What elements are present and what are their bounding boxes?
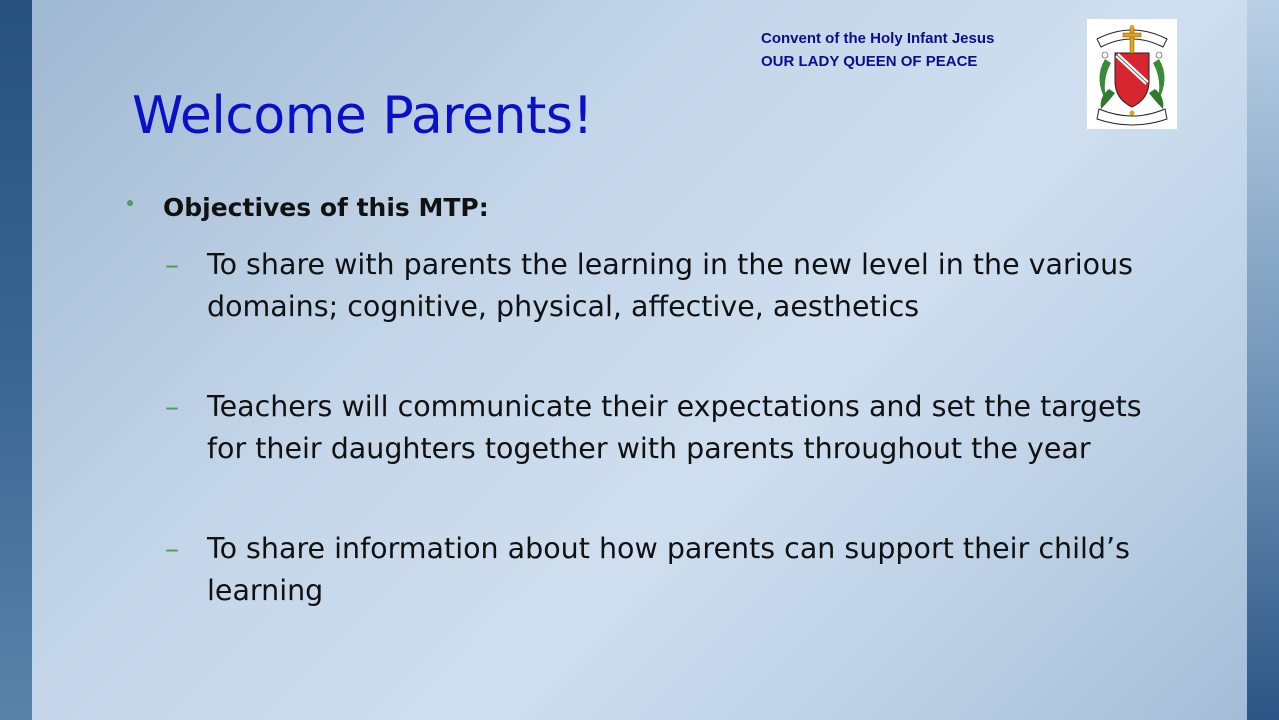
slide xyxy=(32,0,1247,720)
school-name: Convent of the Holy Infant Jesus xyxy=(761,30,995,47)
crest-icon xyxy=(1087,19,1177,129)
school-crest-logo xyxy=(1087,19,1177,129)
objectives-heading: Objectives of this MTP: xyxy=(163,193,489,222)
objective-text: Teachers will communicate their expectations and set the targets for their daughters together with parents throughout the year xyxy=(207,390,1142,465)
school-header xyxy=(761,27,994,73)
objective-text: To share information about how parents can support their child’s learning xyxy=(207,532,1130,607)
left-edge-band xyxy=(0,0,32,720)
dash-bullet-icon: – xyxy=(165,390,179,423)
slide-title: Welcome Parents! xyxy=(132,86,593,146)
bullet-dot-icon xyxy=(127,200,133,206)
dash-bullet-icon: – xyxy=(165,248,179,281)
right-edge-band xyxy=(1247,0,1279,720)
dash-bullet-icon: – xyxy=(165,532,179,565)
school-branch: OUR LADY QUEEN OF PEACE xyxy=(761,53,978,70)
objective-text: To share with parents the learning in the new level in the various domains; cognitive, physical, affective, aesthetics xyxy=(207,248,1133,323)
